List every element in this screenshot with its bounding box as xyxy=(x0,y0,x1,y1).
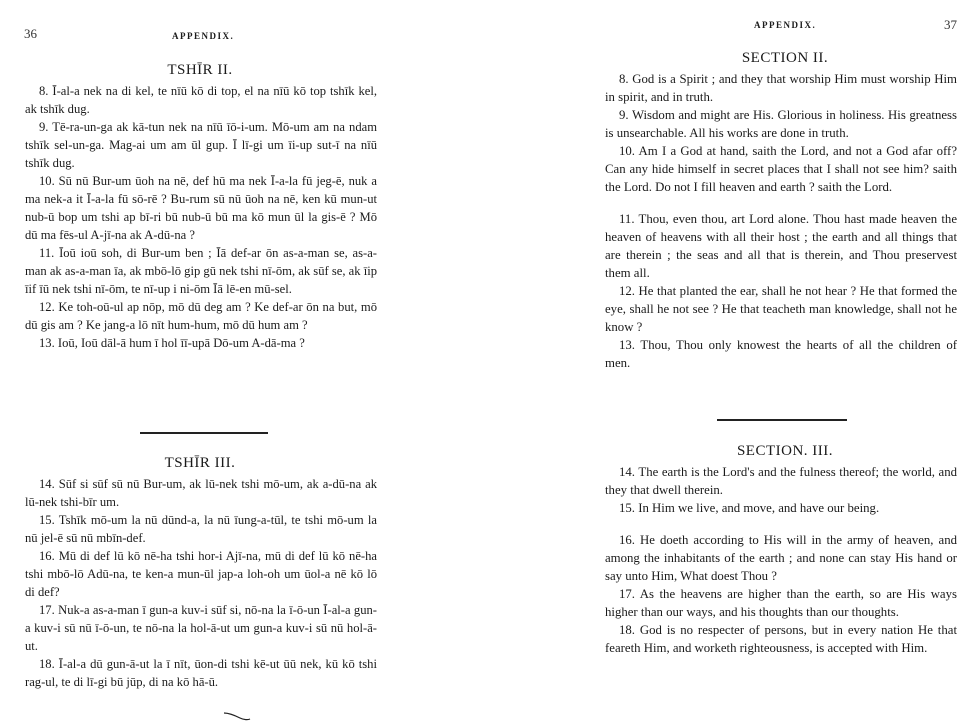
verse xyxy=(25,244,377,298)
verse xyxy=(605,621,957,657)
section-heading: SECTION II. xyxy=(741,50,829,66)
verse xyxy=(605,142,957,196)
verse-text: Ke toh-oū-ul ap nōp, mō dū deg am ? Ke def-ar ōn na but, mō dū gis am ? Ke jang-a lō nīt hum-hum, mō dū hum am ? xyxy=(25,300,377,332)
verse-number: 10. xyxy=(39,174,55,188)
verse-text: Tē-ra-un-ga ak kā-tun nek na nīū īō-i-um. Mō-um am na ndam tshīk sel-un-ga. Mag-ai um am ūl gup. Ī lī-gi um īi-up sut-ī na nīū tshīk dug. xyxy=(25,120,378,170)
verse-number: 12. xyxy=(619,284,635,298)
verse xyxy=(605,336,957,372)
verse xyxy=(25,334,377,352)
verse-text: Thou, even thou, art Lord alone. Thou hast made heaven the heaven of heavens with all their host ; the earth and all things that are therein ; the seas and all that is therein, and Thou preservest them all. xyxy=(605,212,957,280)
verse xyxy=(25,118,377,172)
verse xyxy=(605,585,957,621)
section-body xyxy=(605,70,957,372)
verse-text: As the heavens are higher than the earth, so are His ways higher than our ways, and his thoughts than our thoughts. xyxy=(605,587,957,619)
verse-text: Nuk-a as-a-man ī gun-a kuv-i sūf si, nō-na la ī-ō-un Ī-al-a gun-a kuv-i sū nū ī-ō-un, te nō-na la hol-ā-ut um gun-a kuv-i sū nū hol-ā-ut. xyxy=(25,603,377,653)
page-number: 37 xyxy=(944,17,957,32)
verse-text: Wisdom and might are His. Glorious in holiness. His greatness is unsearchable. All his works are done in truth. xyxy=(605,108,958,140)
verse xyxy=(25,655,377,691)
printer-ornament-icon xyxy=(222,710,252,722)
verse-number: 17. xyxy=(39,603,55,617)
verse-text: Ioū, Ioū dāl-ā hum ī hol īī-upā Dō-um A-dā-ma ? xyxy=(57,336,305,350)
verse xyxy=(605,531,957,585)
verse-number: 13. xyxy=(619,338,635,352)
verse xyxy=(605,70,957,106)
verse xyxy=(605,210,957,282)
verse-text: He doeth according to His will in the army of heaven, and among the inhabitants of the earth ; and none can stay His hand or say unto Him, What doest Thou ? xyxy=(605,533,957,583)
verse-text: Thou, Thou only knowest the hearts of all the children of men. xyxy=(605,338,958,370)
verse xyxy=(605,463,957,499)
verse-number: 17. xyxy=(619,587,635,601)
verse-number: 14. xyxy=(39,477,55,491)
left-page xyxy=(0,0,400,724)
verse-number: 10. xyxy=(619,144,635,158)
verse xyxy=(25,547,377,601)
verse-number: 11. xyxy=(39,246,55,260)
verse-text: Am I a God at hand, saith the Lord, and not a God afar off? Can any hide himself in secret places that I shall not see him? saith the Lord. Do not I fill heaven and earth ? saith the Lord. xyxy=(605,144,957,194)
verse xyxy=(25,172,377,244)
section-heading: SECTION. III. xyxy=(736,443,834,459)
verse-number: 14. xyxy=(619,465,635,479)
verse-number: 18. xyxy=(619,623,635,637)
running-head: APPENDIX. xyxy=(754,20,817,30)
verse-text: Sū nū Bur-um ūoh na nē, def hū ma nek Ī-a-la fū jeg-ē, nuk a ma nek-a it Ī-a-la fū sō-rē ? Bu-rum sū nū ūoh na nē, ken kū mun-ut nub-ū bop um tshi ap bī-ri bū nub-ū bū ma kō mun ūl la gis-ē ? Mō dū ma fēs-ul A-jī-na ak A-dū-na ? xyxy=(25,174,377,242)
verse-number: 9. xyxy=(39,120,49,134)
section-divider xyxy=(717,419,847,421)
verse-number: 13. xyxy=(39,336,55,350)
section-body xyxy=(25,82,377,352)
verse xyxy=(605,282,957,336)
verse-text: God is a Spirit ; and they that worship Him must worship Him in spirit, and in truth. xyxy=(605,72,958,104)
verse-number: 8. xyxy=(619,72,629,86)
verse-number: 15. xyxy=(39,513,55,527)
verse xyxy=(25,475,377,511)
verse-text: He that planted the ear, shall he not hear ? He that formed the eye, shall he not see ? He that teacheth man knowledge, shall not he know ? xyxy=(605,284,957,334)
verse-text: Ī-al-a nek na di kel, te nīū kō di top, el na nīū kō top tshīk kel, ak tshīk dug. xyxy=(25,84,377,116)
verse xyxy=(605,499,957,517)
verse-text: The earth is the Lord's and the fulness thereof; the world, and they that dwell therein. xyxy=(605,465,958,497)
verse-text: Sūf si sūf sū nū Bur-um, ak lū-nek tshi mō-um, ak a-dū-na ak lū-nek tshi-bīr um. xyxy=(25,477,377,509)
running-head: APPENDIX. xyxy=(172,31,235,41)
verse-number: 18. xyxy=(39,657,55,671)
verse-number: 16. xyxy=(39,549,55,563)
verse-number: 12. xyxy=(39,300,55,314)
verse xyxy=(605,106,957,142)
verse-number: 9. xyxy=(619,108,629,122)
section-body xyxy=(605,463,957,657)
verse-number: 16. xyxy=(619,533,635,547)
verse-number: 11. xyxy=(619,212,635,226)
verse-text: Mū di def lū kō nē-ha tshi hor-i Ajī-na, mū di def lū kō nē-ha tshi mbō-lō Adū-na, te ken-a mun-ūl jap-a loh-oh um ūol-a nē kō lō di def? xyxy=(25,549,377,599)
section-body xyxy=(25,475,377,691)
verse xyxy=(25,298,377,334)
section-divider xyxy=(140,432,268,434)
verse-text: Tshīk mō-um la nū dūnd-a, la nū īung-a-tūl, te tshi mō-um la nū jel-ē sū nū mbīn-def. xyxy=(25,513,377,545)
verse xyxy=(25,511,377,547)
verse xyxy=(25,601,377,655)
verse xyxy=(25,82,377,118)
verse-number: 8. xyxy=(39,84,49,98)
verse-number: 15. xyxy=(619,501,635,515)
verse-text: God is no respecter of persons, but in every nation He that feareth Him, and worketh righteousness, is accepted with Him. xyxy=(605,623,957,655)
right-page xyxy=(590,0,980,724)
verse-text: In Him we live, and move, and have our being. xyxy=(638,501,880,515)
section-heading: TSHĪR II. xyxy=(167,62,233,78)
verse-text: Īoū ioū soh, di Bur-um ben ; Īā def-ar ōn as-a-man se, as-a-man ak as-a-man īa, ak mbō-lō gip gū nek tshi nī-ōm, ak sūf se, ak īip īif īū nek tshi nī-ōm, te nī-up i ni-ōm Īā lē-en mū-sel. xyxy=(25,246,377,296)
page-number: 36 xyxy=(24,26,37,41)
section-heading: TSHĪR III. xyxy=(164,455,236,471)
verse-text: Ī-al-a dū gun-ā-ut la ī nīt, ūon-di tshi kē-ut ūū nek, kū kō tshi rag-ul, te di lī-gi bū jūp, di na kō hā-ū. xyxy=(25,657,377,689)
